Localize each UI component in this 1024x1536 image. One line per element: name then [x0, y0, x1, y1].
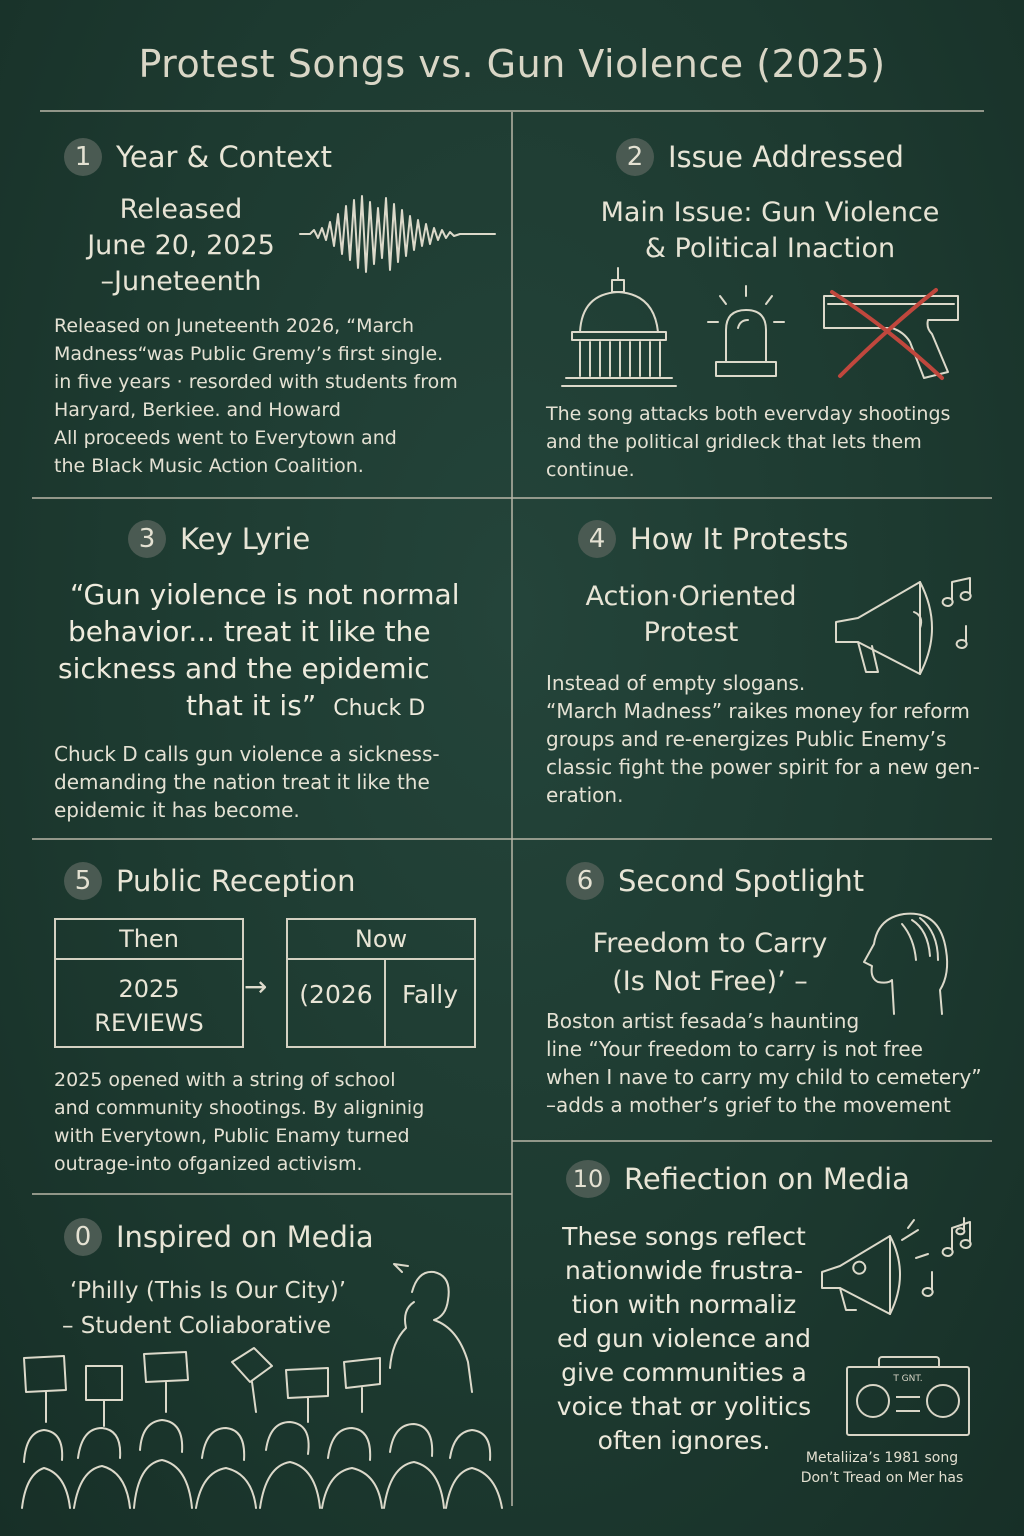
section-1-heading: Year & Context: [116, 140, 333, 174]
section-6-body: [546, 1007, 996, 1119]
divider-row-1: [32, 497, 992, 499]
section-1-header: [64, 138, 332, 176]
capitol-icon: [560, 266, 680, 392]
section-5-heading: Public Reception: [116, 864, 356, 898]
body-line: nationwide frustra-: [564, 1256, 803, 1285]
main-issue-line: & Political Inaction: [644, 233, 896, 264]
body-line: voice that σr yolitics: [556, 1392, 812, 1421]
section-2-number: 2: [616, 138, 654, 176]
divider-vertical: [511, 112, 513, 1506]
boombox-display: [896, 1396, 920, 1412]
then-box: [54, 918, 244, 1048]
section-1-number: 1: [64, 138, 102, 176]
boombox-label: T GNT.: [893, 1374, 923, 1384]
divider-left-row-3: [32, 1193, 512, 1195]
section-2-heading: Issue Addressed: [668, 140, 904, 174]
section-0-heading: Inspired on Media: [116, 1220, 374, 1254]
body-line: the Black Music Action Coalition.: [54, 455, 364, 477]
body-line: Chuck D calls gun violence a sickness-: [54, 742, 440, 766]
footnote-line: Metaliiza’s 1981 song: [805, 1450, 959, 1466]
section-0-header: [64, 1218, 374, 1256]
main-issue-line: Main Issue: Gun Violence: [600, 197, 940, 228]
quote-line: that it is”: [186, 689, 317, 722]
body-line: Boston artist fesada’s haunting: [546, 1009, 860, 1033]
section-10-heading: Refiection on Media: [624, 1162, 910, 1196]
section-10-footnote: [776, 1448, 988, 1488]
boombox-speaker-right: [926, 1384, 960, 1418]
body-line: 2025 opened with a string of school: [54, 1069, 396, 1091]
megaphone-music-icon: [818, 1214, 984, 1324]
body-line: eration.: [546, 783, 624, 807]
body-line: “March Madness” raikes money for reform: [546, 699, 970, 723]
body-line: –adds a mother’s grief to the movement: [546, 1093, 951, 1117]
page-title: Protest Songs vs. Gun Violence (2025): [138, 42, 886, 86]
body-line: continue.: [546, 459, 635, 481]
body-line: epidemic it has become.: [54, 798, 300, 822]
soundwave-icon: [300, 188, 500, 280]
quote-last-line: [58, 687, 498, 727]
section-0-number: 0: [64, 1218, 102, 1256]
body-line: These songs reflect: [562, 1222, 806, 1251]
crowd-protest-illustration: [22, 1262, 508, 1508]
release-line: June 20, 2025: [87, 230, 275, 261]
quote-attribution: Chuck D: [333, 696, 426, 721]
then-value-text: REVIEWS: [94, 1009, 204, 1037]
body-line: tion with normaliz: [571, 1290, 797, 1319]
body-line: Instead of empty slogans.: [546, 671, 806, 695]
now-value: (2026: [288, 960, 386, 1046]
body-line: in five years · resorded with students from: [54, 371, 458, 393]
body-line: when I nave to carry my child to cemetery”: [546, 1065, 982, 1089]
spotlight-song-line: Freedom to Carry: [592, 928, 828, 959]
body-line: Released on Juneteenth 2026, “March: [54, 315, 415, 337]
crossed-gun-icon: [818, 288, 968, 384]
body-line: and the political gridleck that lets them: [546, 431, 922, 453]
section-10-number: 10: [566, 1160, 610, 1198]
body-line: demanding the nation treat it like the: [54, 770, 430, 794]
siren-icon: [704, 282, 788, 382]
quote-line: behavior... treat it like the: [68, 615, 431, 648]
spotlight-song-line: (Is Not Free)’ –: [612, 966, 808, 997]
then-to-now-arrow: →: [244, 970, 268, 1003]
section-3-number: 3: [128, 520, 166, 558]
protest-type-line: Protest: [643, 617, 739, 648]
section-2-body: [546, 400, 986, 484]
boombox-speaker-left: [856, 1384, 890, 1418]
section-6-header: [566, 862, 864, 900]
boombox-icon: [846, 1366, 970, 1436]
body-line: line “Your freedom to carry is not free: [546, 1037, 923, 1061]
inspired-song-line: – Student Coliaborative: [62, 1313, 332, 1339]
section-1-body: [54, 312, 504, 480]
section-10-header: [566, 1160, 910, 1198]
protest-type-line: Action·Oriented: [585, 581, 797, 612]
section-4-body: [546, 669, 996, 809]
spotlight-song: [570, 925, 850, 1001]
body-line: The song attacks both evervday shootings: [546, 403, 951, 425]
body-line: groups and re-energizes Public Enemy’s: [546, 727, 947, 751]
now-label: Now: [288, 920, 474, 960]
release-line: –Juneteenth: [100, 266, 262, 297]
body-line: Madness“was Public Gremy’s first single.: [54, 343, 444, 365]
now-value: Fally: [401, 980, 459, 1009]
section-3-header: [128, 520, 310, 558]
release-date: [58, 192, 304, 300]
section-10-body: [546, 1220, 822, 1458]
body-line: Haryard, Berkiee. and Howard: [54, 399, 341, 421]
section-6-heading: Second Spotlight: [618, 864, 865, 898]
section-5-body: [54, 1066, 504, 1178]
then-label: Then: [56, 920, 242, 960]
profile-head-icon: [858, 910, 968, 1016]
body-line: All proceeds went to Everytown and: [54, 427, 397, 449]
section-6-number: 6: [566, 862, 604, 900]
body-line: ed gun violence and: [556, 1324, 812, 1353]
section-2-header: [616, 138, 904, 176]
boombox-handle: [878, 1356, 940, 1368]
release-line: Released: [119, 194, 243, 225]
body-line: outrage-into ofganized activism.: [54, 1153, 363, 1175]
divider-row-2: [32, 838, 992, 840]
section-5-number: 5: [64, 862, 102, 900]
inspired-song-line: ‘Philly (This Is Our City)’: [70, 1278, 347, 1304]
footnote-line: Don’t Tread on Mer has: [800, 1470, 964, 1486]
megaphone-icon: [828, 572, 988, 684]
now-box: [286, 918, 476, 1048]
section-4-header: [578, 520, 848, 558]
body-line: classic fight the power spirit for a new gen-: [546, 755, 980, 779]
section-4-heading: How It Protests: [630, 522, 849, 556]
key-lyric-quote: [58, 576, 498, 727]
body-line: and community shootings. By aligninig: [54, 1097, 425, 1119]
now-values: [288, 960, 474, 1046]
body-line: with Everytown, Public Enamy turned: [54, 1125, 410, 1147]
section-4-number: 4: [578, 520, 616, 558]
quote-line: “Gun yiolence is not normal: [70, 578, 460, 611]
main-issue: [560, 195, 980, 267]
body-line: give communities a: [561, 1358, 807, 1387]
body-line: often ignores.: [597, 1426, 771, 1455]
section-5-header: [64, 862, 355, 900]
then-value-year: 2025: [118, 975, 180, 1003]
section-3-body: [54, 740, 504, 824]
protest-type: [556, 579, 826, 651]
divider-right-row-3: [512, 1140, 992, 1142]
quote-line: sickness and the epidemic: [58, 652, 430, 685]
section-3-heading: Key Lyrie: [180, 522, 311, 556]
